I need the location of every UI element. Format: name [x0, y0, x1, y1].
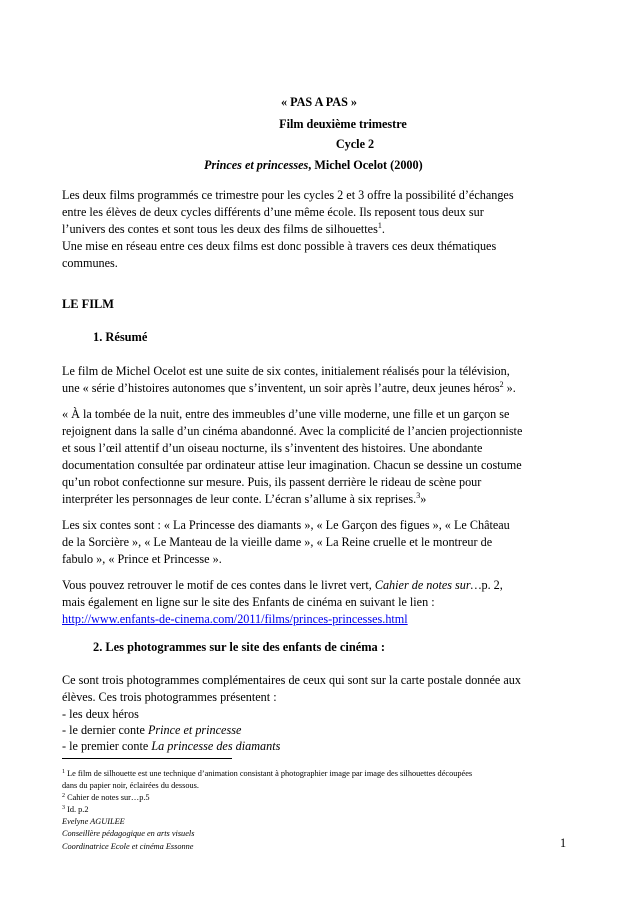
footnote-3 — [62, 804, 89, 815]
intro-line-1: Les deux films programmés ce trimestre pour les cycles 2 et 3 offre la possibilité d’échanges — [62, 188, 514, 202]
footnote-ref-1: 1 — [377, 221, 382, 230]
photo-line-2: élèves. Ces trois photogrammes présentent : — [62, 690, 277, 704]
contes-line-1: Les six contes sont : « La Princesse des diamants », « Le Garçon des figues », « Le Château — [62, 518, 510, 532]
footer-author: Evelyne AGUILEE — [62, 817, 125, 826]
resume-line-1: Le film de Michel Ocelot est une suite de six contes, initialement réalisés pour la télévision, — [62, 364, 510, 378]
subsection-resume: 1. Résumé — [93, 330, 148, 344]
footnote-2-text: Cahier de notes sur…p.5 — [65, 793, 150, 802]
livret-line-1-a: Vous pouvez retrouver le motif de ces contes dans le livret vert, — [62, 578, 375, 592]
footnote-1-line-1 — [62, 768, 472, 779]
intro-line-2: entre les élèves de deux cycles différents d’une même école. Ils reposent tous deux sur — [62, 205, 484, 219]
photo-item-premier-conte — [62, 738, 280, 755]
film-title-line — [204, 158, 423, 173]
intro-line-3-end: . — [381, 222, 385, 236]
photo-item-dernier-title: Prince et princesse — [147, 723, 242, 737]
quote-line-6-end: » — [420, 492, 427, 506]
photo-line-1: Ce sont trois photogrammes complémentaires de ceux qui sont sur la carte postale donnée aux — [62, 673, 521, 687]
footnote-2-number: 2 — [62, 793, 65, 799]
quote-line-1: « À la tombée de la nuit, entre des immeubles d’une ville moderne, une fille et un garçon se — [62, 407, 510, 421]
section-title-le-film: LE FILM — [62, 297, 114, 311]
intro-line-5: communes. — [62, 256, 118, 270]
quote-line-3: et sous l’œil attentif d’un oiseau nocturne, ils s’inventent des histoires. Une abondante — [62, 441, 483, 455]
intro-line-3-text: l’univers des contes et sont tous les deux des films de silhouettes — [62, 222, 378, 236]
page-number: 1 — [560, 836, 567, 850]
footer-role: Conseillère pédagogique en arts visuels — [62, 829, 195, 838]
photo-item-dernier-label: - le dernier conte — [62, 723, 148, 737]
quote-line-6 — [62, 491, 426, 508]
contes-line-2: de la Sorcière », « Le Manteau de la vieille dame », « La Reine cruelle et le montreur de — [62, 535, 493, 549]
footnote-separator — [62, 758, 232, 759]
header-line-3: Cycle 2 — [335, 137, 375, 151]
livret-title: Cahier de notes sur… — [374, 578, 482, 592]
photo-item-heros: - les deux héros — [62, 707, 139, 721]
footnote-ref-2: 2 — [499, 380, 504, 389]
livret-line-2: mais également en ligne sur le site des Enfants de cinéma en suivant le lien : — [62, 595, 435, 609]
footnote-3-text: Id. p.2 — [65, 805, 89, 814]
film-author: , Michel Ocelot (2000) — [308, 158, 423, 172]
contes-line-3: fabulo », « Prince et Princesse ». — [62, 552, 222, 566]
footnote-2 — [62, 792, 150, 803]
photo-item-premier-title: La princesse des diamants — [151, 739, 281, 753]
quote-line-4: documentation consultée par ordinateur attise leur imagination. Chacun se dessine un costume — [62, 458, 522, 472]
footnote-1-text: Le film de silhouette est une technique d’animation consistant à photographier image par image des silhouettes découpées — [65, 769, 473, 778]
film-title: Princes et princesses — [204, 158, 309, 172]
quote-line-2: rejoignent dans la salle d’un cinéma abandonné. Avec la complicité de l’ancien projectionniste — [62, 424, 523, 438]
subsection-photogrammes: 2. Les photogrammes sur le site des enfants de cinéma : — [93, 640, 385, 654]
intro-line-3 — [62, 221, 385, 238]
photo-item-premier-label: - le premier conte — [62, 739, 152, 753]
enfants-de-cinema-link[interactable]: http://www.enfants-de-cinema.com/2011/films/princes-princesses.html — [62, 612, 408, 626]
quote-line-6-text: interpréter les personnages de leur conte. L’écran s’allume à six reprises. — [62, 492, 417, 506]
livret-line-1-b: p. 2, — [481, 578, 503, 592]
footnote-3-number: 3 — [62, 805, 65, 811]
resume-line-2 — [62, 380, 516, 397]
quote-line-5: qu’un robot confectionne sur mesure. Puis, ils passent derrière le rideau de scène pour — [62, 475, 482, 489]
resume-line-2-text: une « série d’histoires autonomes que s’inventent, un soir après l’autre, deux jeunes héros — [62, 381, 500, 395]
footnote-1-number: 1 — [62, 769, 65, 775]
livret-line-1 — [62, 577, 503, 594]
footnote-1-line-2: dans du papier noir, éclairées du dessous. — [62, 781, 199, 790]
intro-line-4: Une mise en réseau entre ces deux films est donc possible à travers ces deux thématiques — [62, 239, 497, 253]
footnote-ref-3: 3 — [416, 491, 421, 500]
footer-coordination: Coordinatrice Ecole et cinéma Essonne — [62, 842, 194, 851]
resume-line-2-end: ». — [503, 381, 516, 395]
header-line-2: Film deuxième trimestre — [279, 117, 407, 131]
photo-item-dernier-conte — [62, 722, 241, 739]
header-line-1: « PAS A PAS » — [280, 95, 358, 109]
